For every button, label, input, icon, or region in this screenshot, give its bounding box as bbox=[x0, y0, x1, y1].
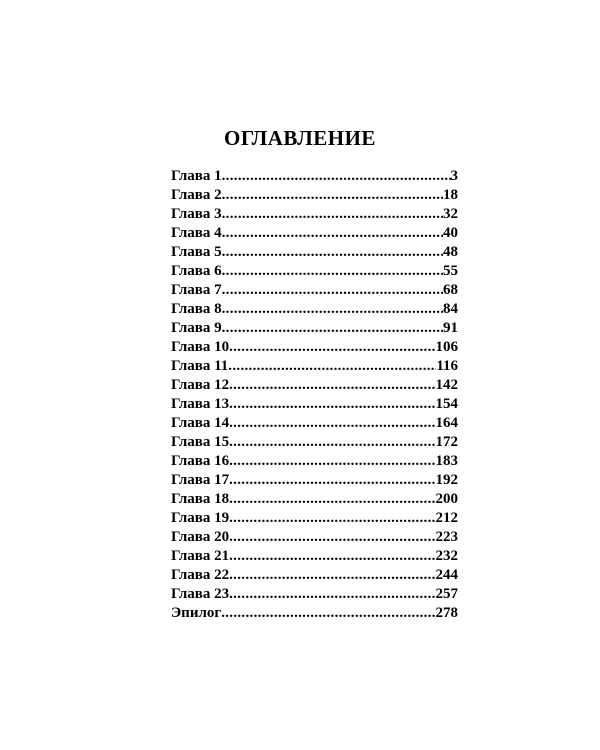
toc-entry bbox=[171, 262, 458, 281]
toc-entry-label: Глава 18 bbox=[171, 491, 230, 507]
toc-entry bbox=[171, 471, 458, 490]
toc-entry bbox=[171, 585, 458, 604]
toc-dot-leader bbox=[229, 376, 435, 395]
toc-entry bbox=[171, 547, 458, 566]
toc-entry-page: 257 bbox=[435, 586, 458, 602]
toc-dot-leader bbox=[229, 338, 435, 357]
toc-entry bbox=[171, 243, 458, 262]
toc-dot-leader bbox=[229, 547, 435, 566]
toc-entry bbox=[171, 452, 458, 471]
toc-dot-leader bbox=[228, 357, 436, 376]
toc-entry-label: Эпилог bbox=[171, 605, 222, 621]
toc-entry bbox=[171, 395, 458, 414]
toc-entry-label: Глава 23 bbox=[171, 586, 230, 602]
toc-entry-page: 278 bbox=[435, 605, 458, 621]
toc-entry-page: 40 bbox=[443, 225, 458, 241]
toc-entry bbox=[171, 357, 458, 376]
toc-entry-page: 68 bbox=[443, 282, 458, 298]
toc-entry-page: 18 bbox=[443, 187, 458, 203]
toc-entry bbox=[171, 528, 458, 547]
toc-dot-leader bbox=[222, 243, 443, 262]
toc-dot-leader bbox=[229, 509, 435, 528]
toc-dot-leader bbox=[222, 186, 443, 205]
toc-dot-leader bbox=[222, 300, 443, 319]
toc-entry-label: Глава 9 bbox=[171, 320, 222, 336]
toc-entry bbox=[171, 490, 458, 509]
toc-entry bbox=[171, 205, 458, 224]
toc-entry bbox=[171, 414, 458, 433]
toc-dot-leader bbox=[229, 490, 435, 509]
toc-entry-page: 212 bbox=[435, 510, 458, 526]
toc-entry-label: Глава 8 bbox=[171, 301, 222, 317]
toc-entry-label: Глава 3 bbox=[171, 206, 222, 222]
toc-entry bbox=[171, 509, 458, 528]
toc-dot-leader bbox=[229, 585, 435, 604]
toc-entry-label: Глава 17 bbox=[171, 472, 230, 488]
toc-dot-leader bbox=[222, 262, 443, 281]
toc-entry-label: Глава 11 bbox=[171, 358, 229, 374]
toc-dot-leader bbox=[229, 566, 435, 585]
toc-dot-leader bbox=[229, 452, 435, 471]
toc-entry-label: Глава 15 bbox=[171, 434, 230, 450]
toc-entry-label: Глава 22 bbox=[171, 567, 230, 583]
toc-entry-page: 48 bbox=[443, 244, 458, 260]
toc-entry-page: 55 bbox=[443, 263, 458, 279]
toc-entry-label: Глава 19 bbox=[171, 510, 230, 526]
toc-entry-page: 3 bbox=[450, 168, 458, 184]
toc-entry-label: Глава 13 bbox=[171, 396, 230, 412]
toc-entry-page: 223 bbox=[435, 529, 458, 545]
toc-entry-page: 91 bbox=[443, 320, 458, 336]
toc-entry-label: Глава 20 bbox=[171, 529, 230, 545]
toc-entry-page: 232 bbox=[435, 548, 458, 564]
toc-entry-label: Глава 7 bbox=[171, 282, 222, 298]
toc-entry-page: 32 bbox=[443, 206, 458, 222]
toc-entry bbox=[171, 224, 458, 243]
toc-entry-page: 116 bbox=[436, 358, 458, 374]
toc-dot-leader bbox=[229, 414, 435, 433]
toc-dot-leader bbox=[222, 281, 443, 300]
toc-entry-label: Глава 4 bbox=[171, 225, 222, 241]
toc-dot-leader bbox=[229, 395, 435, 414]
toc-dot-leader bbox=[221, 604, 435, 623]
toc-dot-leader bbox=[229, 433, 435, 452]
table-of-contents bbox=[171, 167, 458, 623]
toc-entry-page: 200 bbox=[435, 491, 458, 507]
toc-entry bbox=[171, 186, 458, 205]
toc-entry-label: Глава 5 bbox=[171, 244, 222, 260]
toc-entry bbox=[171, 319, 458, 338]
toc-entry-page: 244 bbox=[435, 567, 458, 583]
toc-entry-page: 106 bbox=[435, 339, 458, 355]
toc-entry bbox=[171, 376, 458, 395]
toc-entry bbox=[171, 300, 458, 319]
toc-entry-page: 183 bbox=[435, 453, 458, 469]
toc-entry-page: 154 bbox=[435, 396, 458, 412]
toc-entry-label: Глава 6 bbox=[171, 263, 222, 279]
toc-entry-page: 84 bbox=[443, 301, 458, 317]
toc-dot-leader bbox=[222, 224, 443, 243]
toc-dot-leader bbox=[222, 319, 443, 338]
toc-entry-page: 172 bbox=[435, 434, 458, 450]
toc-entry-page: 142 bbox=[435, 377, 458, 393]
toc-dot-leader bbox=[229, 528, 435, 547]
toc-entry-label: Глава 2 bbox=[171, 187, 222, 203]
toc-entry-label: Глава 21 bbox=[171, 548, 230, 564]
toc-entry bbox=[171, 167, 458, 186]
toc-entry-label: Глава 12 bbox=[171, 377, 230, 393]
toc-entry bbox=[171, 338, 458, 357]
toc-entry bbox=[171, 433, 458, 452]
toc-entry-label: Глава 10 bbox=[171, 339, 230, 355]
toc-entry-label: Глава 16 bbox=[171, 453, 230, 469]
toc-entry-label: Глава 14 bbox=[171, 415, 230, 431]
toc-entry-page: 164 bbox=[435, 415, 458, 431]
toc-entry-page: 192 bbox=[435, 472, 458, 488]
toc-dot-leader bbox=[229, 471, 435, 490]
toc-entry-label: Глава 1 bbox=[171, 168, 222, 184]
page-title: ОГЛАВЛЕНИЕ bbox=[224, 126, 376, 150]
toc-entry bbox=[171, 281, 458, 300]
toc-dot-leader bbox=[222, 167, 451, 186]
toc-dot-leader bbox=[222, 205, 443, 224]
toc-entry bbox=[171, 566, 458, 585]
toc-entry bbox=[171, 604, 458, 623]
